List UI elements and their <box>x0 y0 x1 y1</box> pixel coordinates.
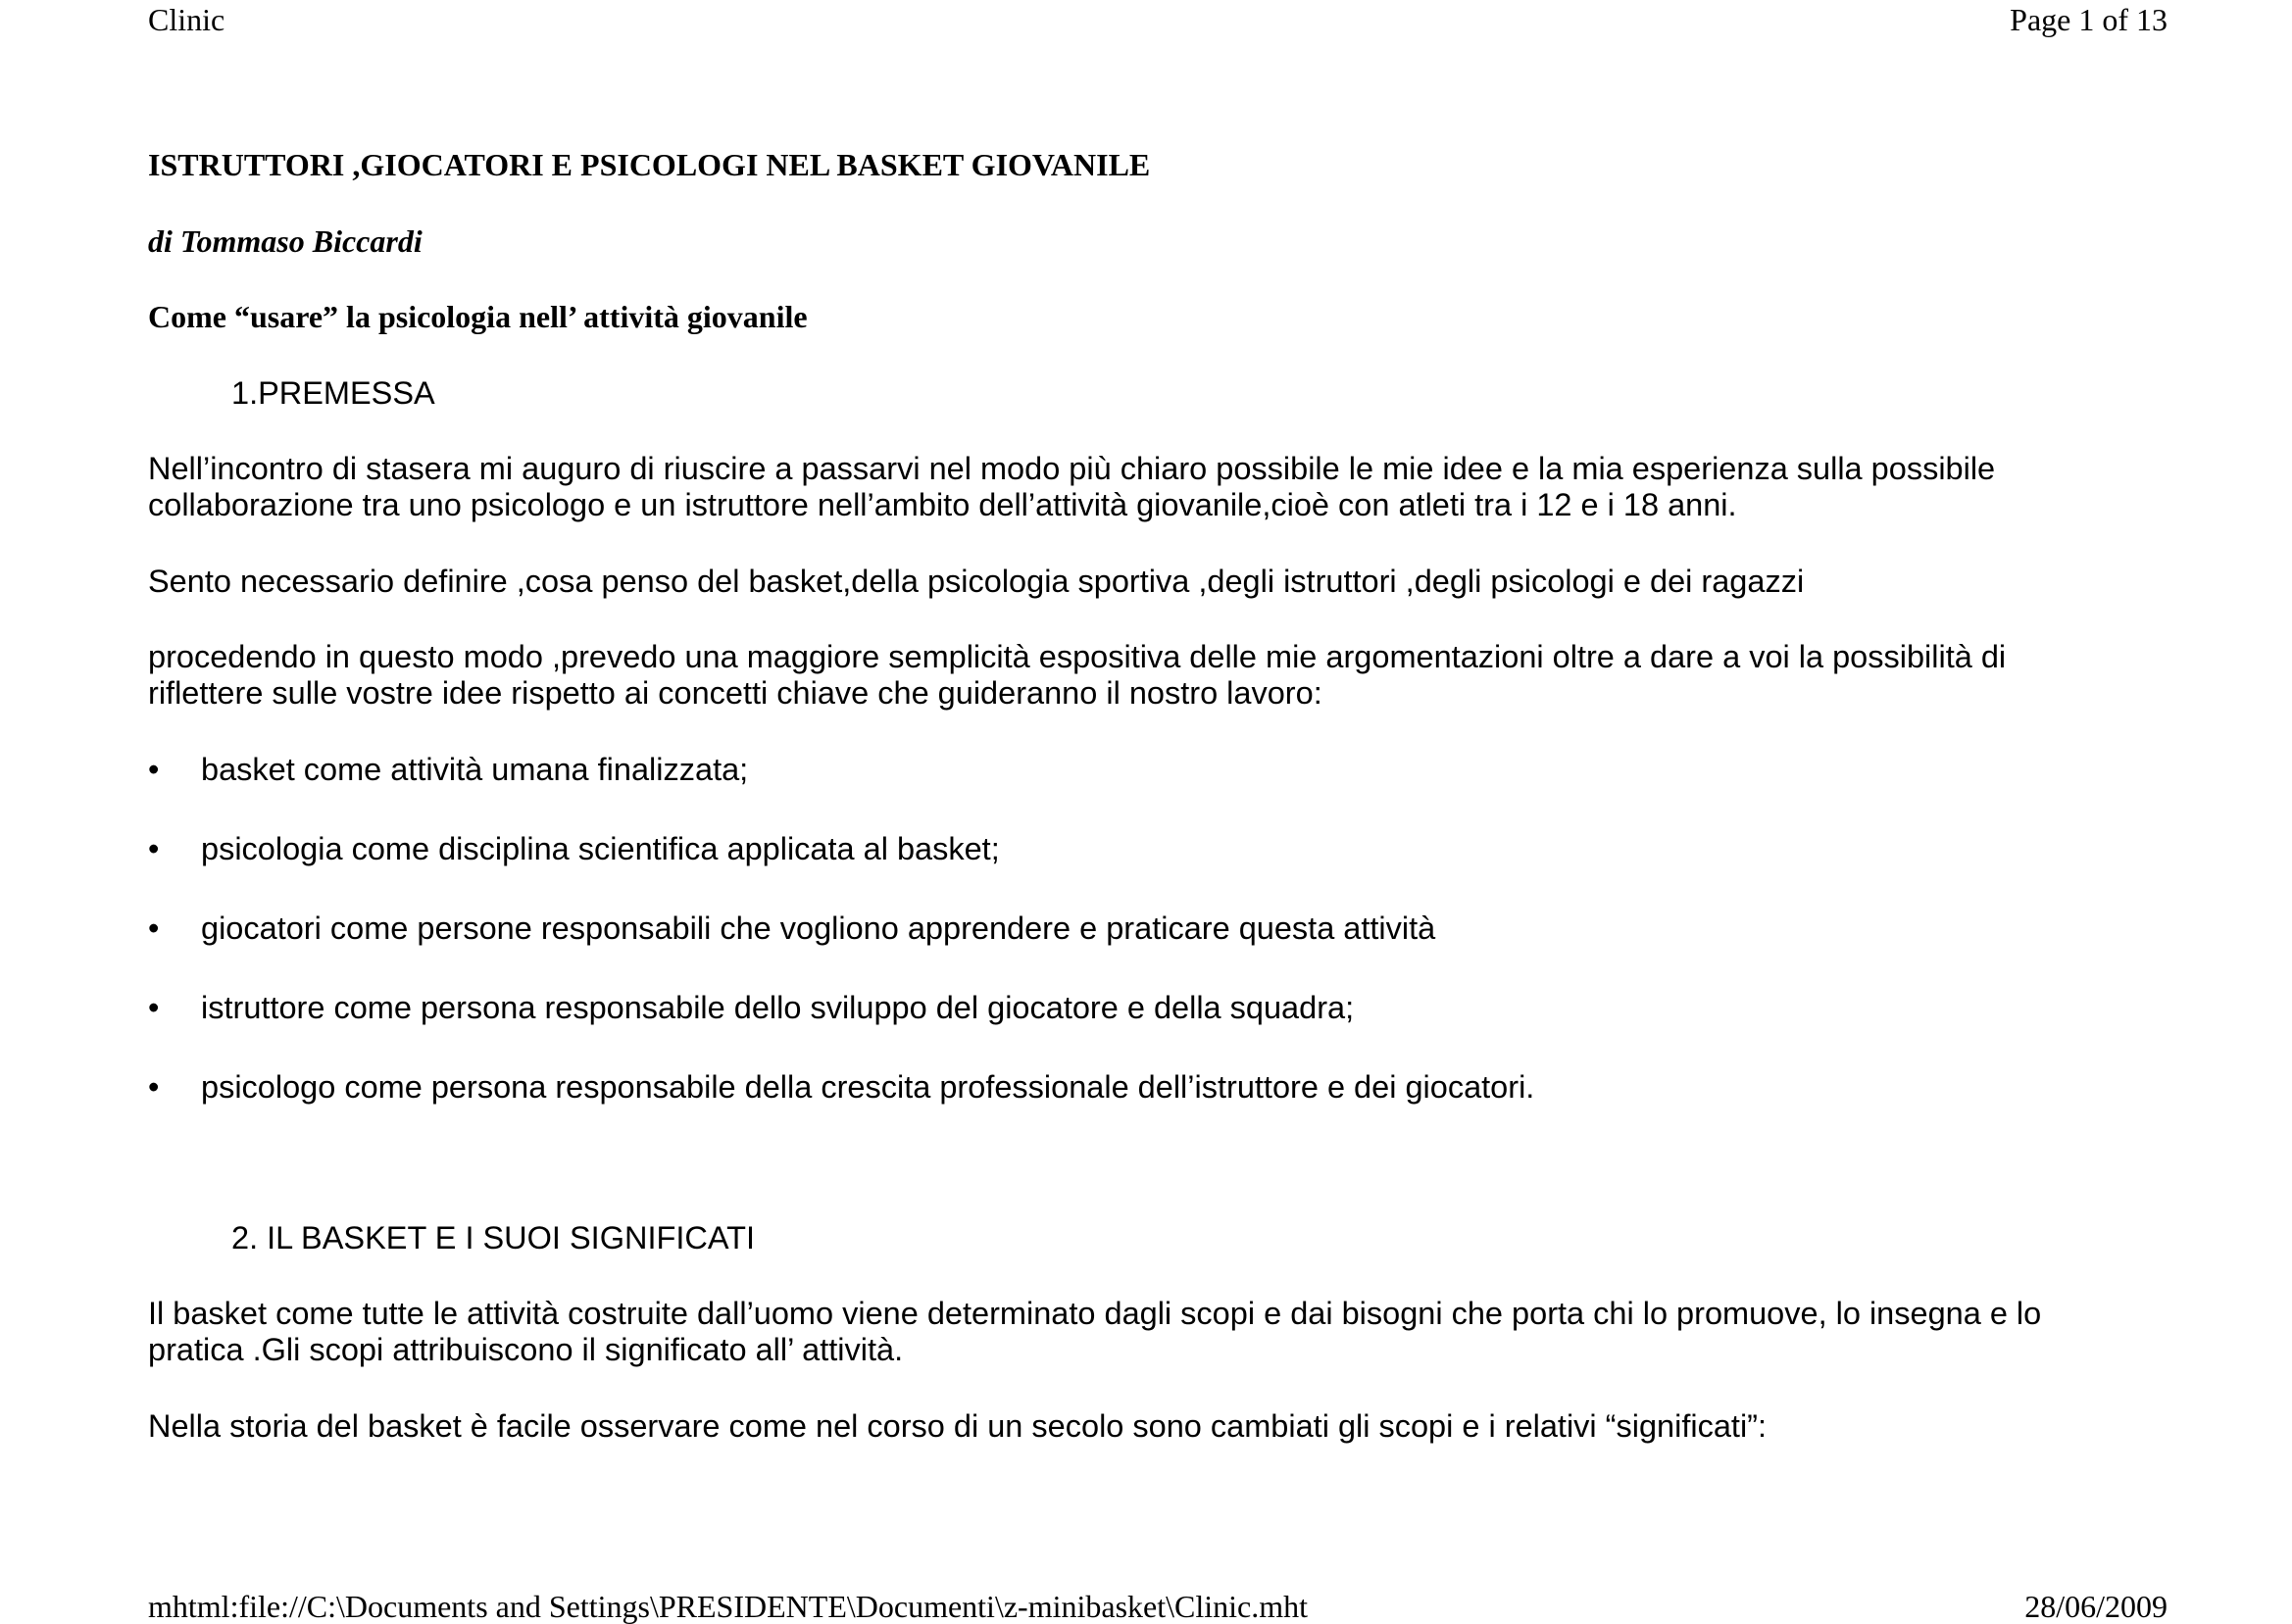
paragraph-premessa-3 <box>148 639 2187 712</box>
bullet-icon: • <box>148 831 160 866</box>
paragraph-line: procedendo in questo modo ,prevedo una maggiore semplicità espositiva delle mie argomentazioni oltre a dare a voi la possibilità di <box>148 639 2007 674</box>
bullet-icon: • <box>148 990 160 1025</box>
document-author: di Tommaso Biccardi <box>148 223 423 259</box>
paragraph-basket-1 <box>148 1296 2187 1368</box>
paragraph-line: collaborazione tra uno psicologo e un istruttore nell’ambito dell’attività giovanile,cioè con atleti tra i 12 e i 18 anni. <box>148 487 1737 522</box>
section-heading-premessa: 1.PREMESSA <box>231 375 435 411</box>
document-subtitle: Come “usare” la psicologia nell’ attività giovanile <box>148 299 808 334</box>
paragraph-line: Il basket come tutte le attività costruite dall’uomo viene determinato dagli scopi e dai bisogni che porta chi lo promuove, lo insegna e lo <box>148 1296 2042 1331</box>
header-document-name: Clinic <box>148 2 225 37</box>
paragraph-line: Nella storia del basket è facile osservare come nel corso di un secolo sono cambiati gli scopi e i relativi “significati”: <box>148 1408 1768 1444</box>
footer-date: 28/06/2009 <box>2024 1589 2167 1624</box>
paragraph-basket-2 <box>148 1408 2187 1445</box>
bullet-icon: • <box>148 752 160 787</box>
paragraph-line: riflettere sulle vostre idee rispetto ai concetti chiave che guideranno il nostro lavoro: <box>148 675 1322 711</box>
paragraph-premessa-2 <box>148 564 2187 600</box>
paragraph-line: Sento necessario definire ,cosa penso del basket,della psicologia sportiva ,degli istruttori ,degli psicologi e dei ragazzi <box>148 564 1805 599</box>
list-item-text: basket come attività umana finalizzata; <box>201 752 749 787</box>
list-item-text: psicologo come persona responsabile della crescita professionale dell’istruttore e dei giocatori. <box>201 1069 1535 1105</box>
list-item-text: istruttore come persona responsabile dello sviluppo del giocatore e della squadra; <box>201 990 1355 1025</box>
footer-file-path: mhtml:file://C:\Documents and Settings\PRESIDENTE\Documenti\z-minibasket\Clinic.mht <box>148 1589 1308 1624</box>
bullet-icon: • <box>148 910 160 946</box>
paragraph-premessa-1 <box>148 451 2187 523</box>
section-heading-basket-significati: 2. IL BASKET E I SUOI SIGNIFICATI <box>231 1220 755 1255</box>
header-page-number: Page 1 of 13 <box>2010 2 2167 37</box>
list-item-text: psicologia come disciplina scientifica applicata al basket; <box>201 831 1000 866</box>
bullet-icon: • <box>148 1069 160 1105</box>
paragraph-line: Nell’incontro di stasera mi auguro di riuscire a passarvi nel modo più chiaro possibile le mie idee e la mia esperienza sulla possibile <box>148 451 1996 486</box>
paragraph-line: pratica .Gli scopi attribuiscono il significato all’ attività. <box>148 1332 904 1367</box>
document-title: ISTRUTTORI ,GIOCATORI E PSICOLOGI NEL BASKET GIOVANILE <box>148 147 1151 182</box>
list-item-text: giocatori come persone responsabili che vogliono apprendere e praticare questa attività <box>201 910 1436 946</box>
